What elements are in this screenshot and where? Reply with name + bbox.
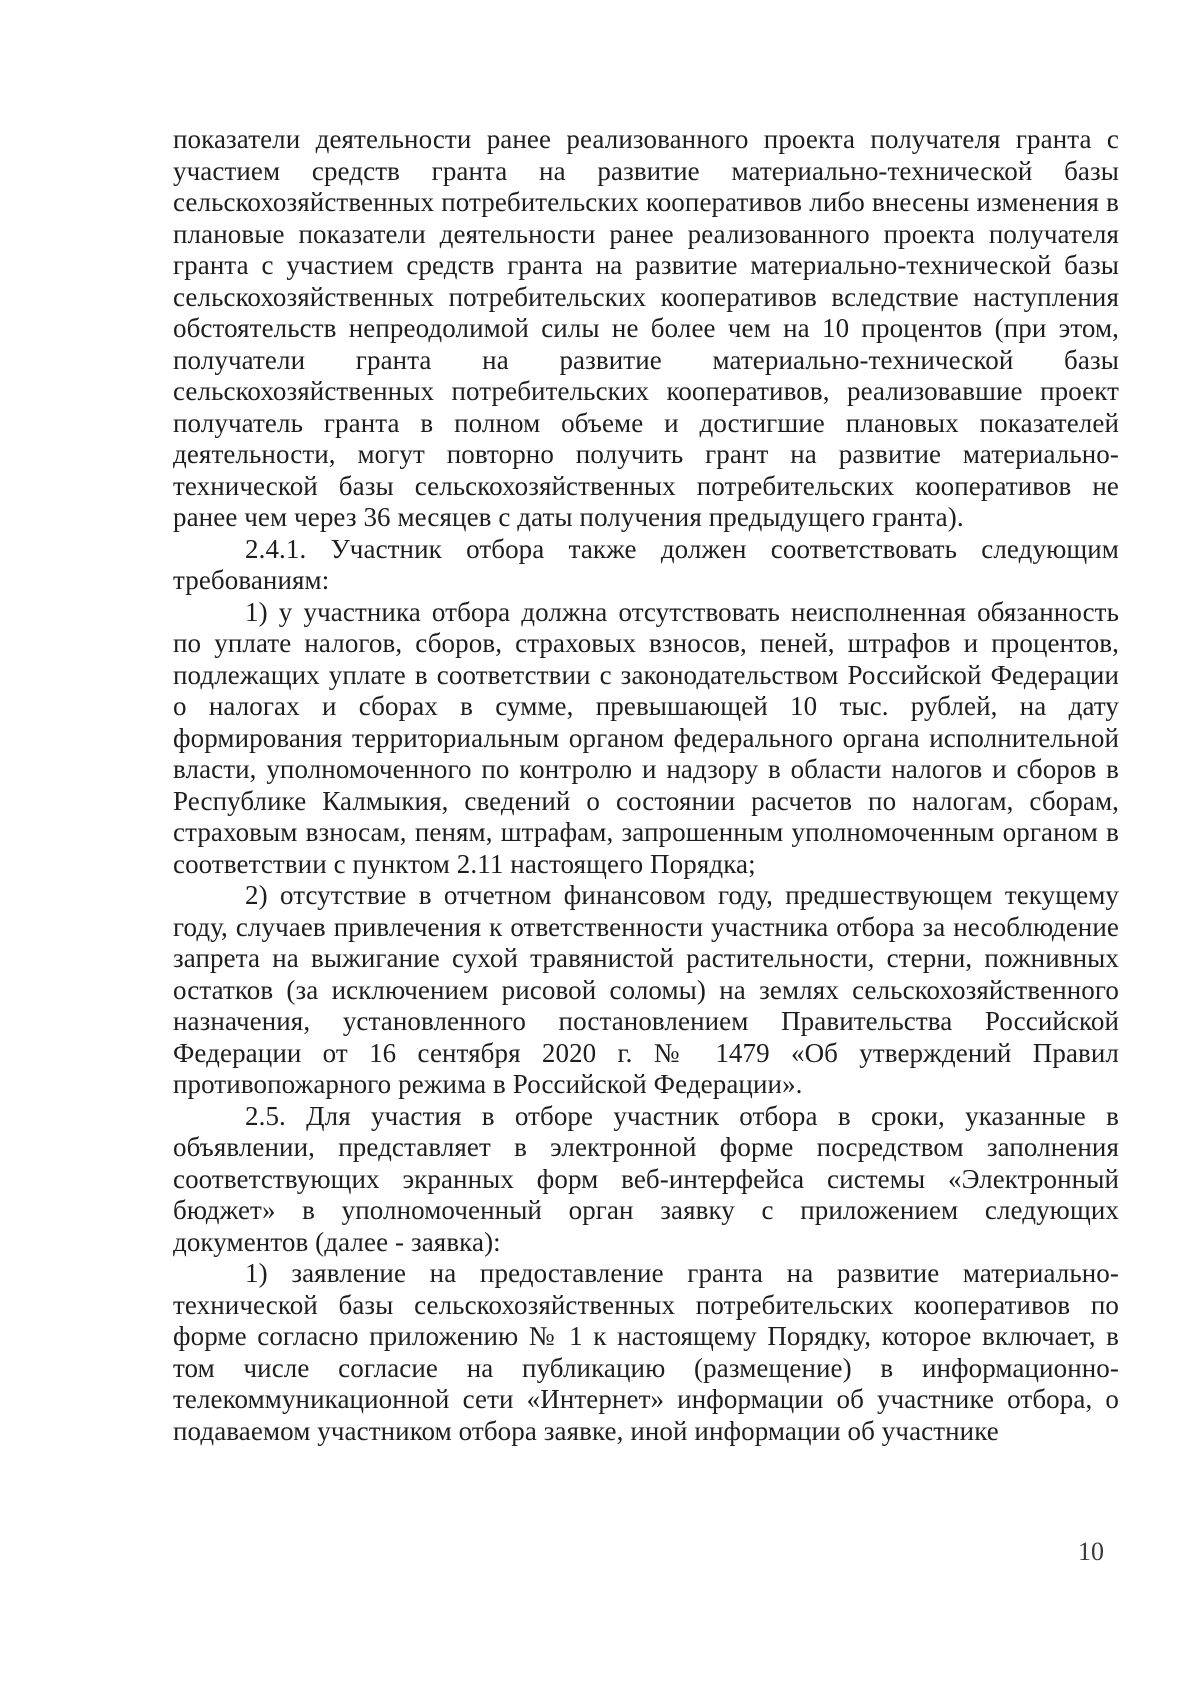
paragraph-requirement-1: 1) у участника отбора должна отсутствовать неисполненная обязанность по уплате налогов, сборов, страховых взносов, пеней, штрафов и процентов, подлежащих уплате в соответствии с законодательством Российской Федерации о налогах и сборах в сумме, превышающей 10 тыс. рублей, на дату формирования территориальным органом федерального органа исполнительной власти, уполномоченного по контролю и надзору в области налогов и сборов в Республике Калмыкия, сведений о состоянии расчетов по налогам, сборам, страховым взносам, пеням, штрафам, запрошенным уполномоченным органом в соответствии с пунктом 2.11 настоящего Порядка;: [173, 596, 1119, 879]
paragraph-continuation: показатели деятельности ранее реализованного проекта получателя гранта с участием средств гранта на развитие материально-технической базы сельскохозяйственных потребительских кооперативов либо внесены изменения в плановые показатели деятельности ранее реализованного проекта получателя гранта с участием средств гранта на развитие материально-технической базы сельскохозяйственных потребительских кооперативов вследствие наступления обстоятельств непреодолимой силы не более чем на 10 процентов (при этом, получатели гранта на развитие материально-технической базы сельскохозяйственных потребительских кооперативов, реализовавшие проект получатель гранта в полном объеме и достигшие плановых показателей деятельности, могут повторно получить грант на развитие материально-технической базы сельскохозяйственных потребительских кооперативов не ранее чем через 36 месяцев с даты получения предыдущего гранта).: [173, 124, 1119, 532]
page-number: 10: [1078, 1537, 1104, 1566]
paragraph-document-1: 1) заявление на предоставление гранта на развитие материально-технической базы сельскохозяйственных потребительских кооперативов по форме согласно приложению № 1 к настоящему Порядку, которое включает, в том числе согласие на публикацию (размещение) в информационно-телекоммуникационной сети «Интернет» информации об участнике отбора, о подаваемом участником отбора заявке, иной информации об участнике: [173, 1258, 1119, 1446]
paragraph-requirement-2: 2) отсутствие в отчетном финансовом году, предшествующем текущему году, случаев привлечения к ответственности участника отбора за несоблюдение запрета на выжигание сухой травянистой растительности, стерни, пожнивных остатков (за исключением рисовой соломы) на землях сельскохозяйственного назначения, установленного постановлением Правительства Российской Федерации от 16 сентября 2020 г. № 1479 «Об утверждений Правил противопожарного режима в Российской Федерации».: [173, 880, 1119, 1099]
paragraph-2-5: 2.5. Для участия в отборе участник отбора в сроки, указанные в объявлении, представляет в электронной форме посредством заполнения соответствующих экранных форм веб-интерфейса системы «Электронный бюджет» в уполномоченный орган заявку с приложением следующих документов (далее - заявка):: [173, 1100, 1119, 1257]
document-body: [173, 124, 1119, 1447]
paragraph-2-4-1: 2.4.1. Участник отбора также должен соответствовать следующим требованиям:: [173, 533, 1119, 595]
